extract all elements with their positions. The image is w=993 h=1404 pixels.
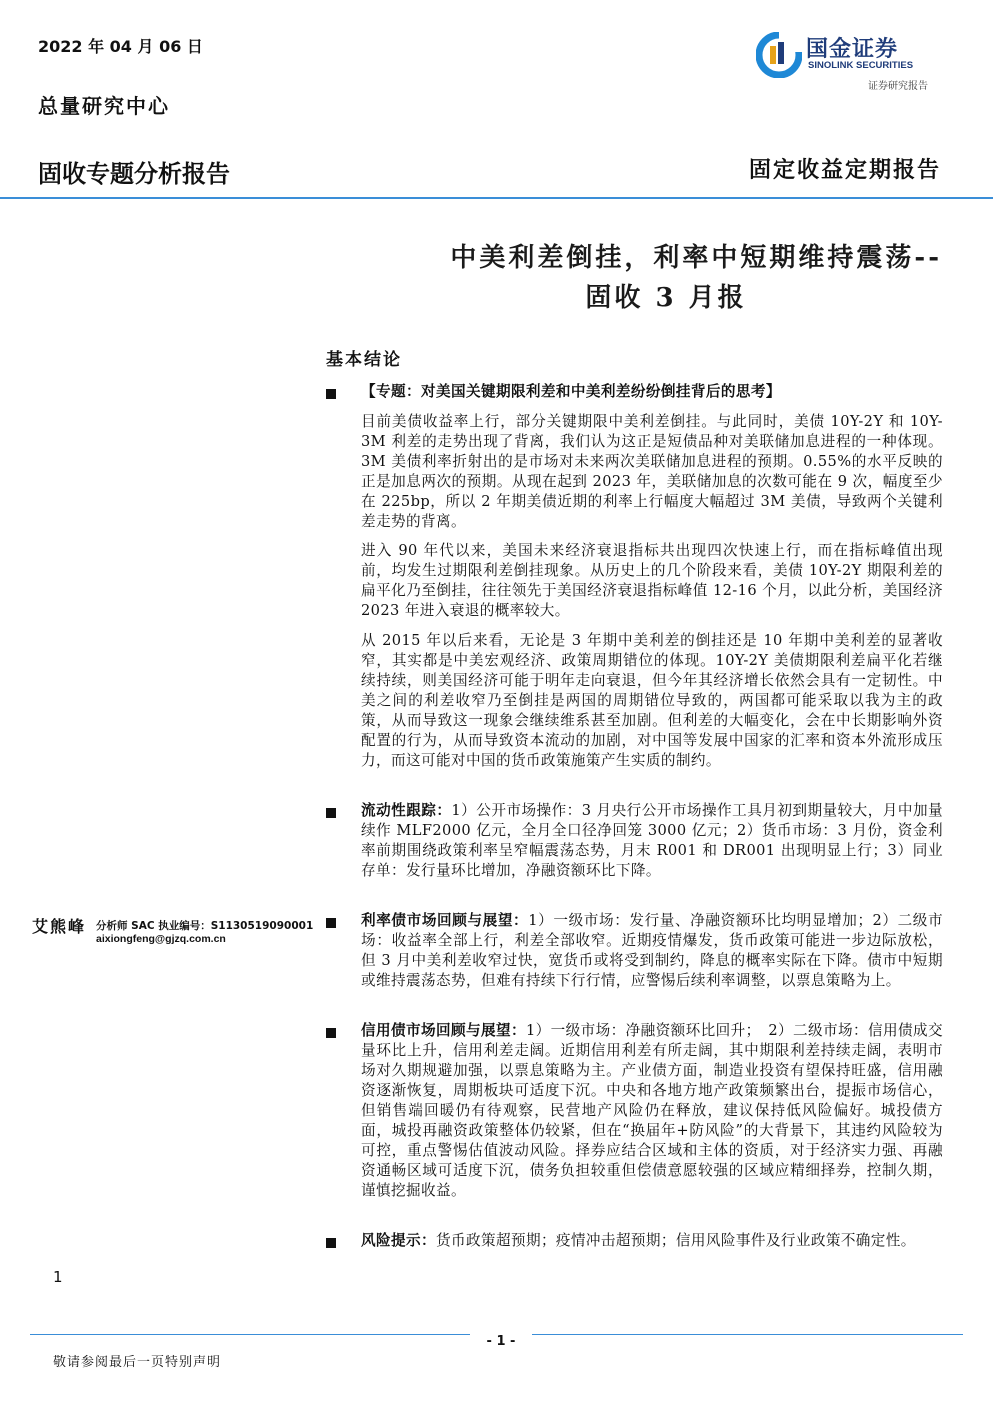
report-title	[330, 238, 942, 318]
bullet-icon	[326, 385, 338, 397]
block-text: 1）一级市场：发行量、净融资额环比均明显增加；2）二级市场：收益率全部上行，利差全部收窄。近期疫情爆发，货币政策可能进一步边际放松，但 3 月中美利差收窄过快，宽货币或将受到制约，降息的概率实际在下降。债市中短期或维持震荡态势，但难有持续下行行情，应警惕后续利率调整，以票息策略为上。	[361, 912, 943, 989]
section-heading: 基本结论	[326, 350, 402, 370]
report-category: 固定收益定期报告	[748, 157, 941, 183]
block-risk-warning	[361, 1231, 943, 1251]
paragraph-recession-indicator	[361, 541, 943, 621]
logo-mark-icon	[756, 32, 802, 78]
left-page-number: 1	[53, 1268, 63, 1286]
report-type: 固收专题分析报告	[38, 160, 230, 188]
paragraph-text: 进入 90 年代以来，美国未来经济衰退指标共出现四次快速上行，而在指标峰值出现前，均发生过期限利差倒挂现象。从历史上的几个阶段来看，美债 10Y-2Y 期限利差的扁平化乃至倒挂，往往领先于美国经济衰退指标峰值 12-16 个月，以此分析，美国经济 2023 年进入衰退的概率较大。	[361, 542, 943, 619]
author-cert: 分析师 SAC 执业编号：S1130519090001	[96, 920, 314, 932]
bullet-icon	[326, 914, 338, 926]
block-lead: 【专题：对美国关键期限利差和中美利差纷纷倒挂背后的思考】	[361, 383, 781, 400]
bullet-icon	[326, 1234, 338, 1246]
logo-subtitle: 证券研究报告	[868, 81, 928, 92]
footer-notice: 敬请参阅最后一页特别声明	[53, 1355, 222, 1370]
author-name: 艾熊峰	[32, 917, 87, 936]
department-name: 总量研究中心	[38, 94, 170, 118]
block-text: 货币政策超预期；疫情冲击超预期；信用风险事件及行业政策不确定性。	[435, 1232, 916, 1249]
block-topic-heading	[361, 382, 943, 402]
title-line-1: 中美利差倒挂，利率中短期维持震荡--	[450, 243, 942, 273]
block-text: 1）公开市场操作：3 月央行公开市场操作工具月初到期量较大，月中加量续作 MLF2000 亿元，全月全口径净回笼 3000 亿元；2）货币市场：3 月份，资金利率前期围绕政策利率呈窄幅震荡态势，月末 R001 和 DR001 出现明显上行；3）同业存单：发行量环比增加，净融资额环比下降。	[361, 802, 944, 879]
block-lead: 信用债市场回顾与展望：	[361, 1022, 526, 1039]
block-rate-bonds	[361, 911, 943, 991]
paragraph-sino-us-spread	[361, 631, 943, 771]
paragraph-text: 目前美债收益率上行，部分关键期限中美利差倒挂。与此同时，美债 10Y-2Y 和 10Y-3M 利差的走势出现了背离，我们认为这正是短债品种对美联储加息进程的一种体现。3M 美债利率折射出的是市场对未来两次美联储加息进程的预期。0.55%的水平反映的正是加息两次的预期。从现在起到 2023 年，美联储加息的次数可能在 9 次，幅度至少在 225bp，所以 2 年期美债近期的利率上行幅度大幅超过 3M 美债，导致两个关键利差走势的背离。	[361, 413, 943, 530]
block-text: 1）一级市场：净融资额环比回升； 2）二级市场：信用债成交量环比上升，信用利差走阔。近期信用利差有所走阔，其中期限利差持续走阔，表明市场对久期规避加强，以票息策略为主。产业债方面，制造业投资有望保持旺盛，信用融资逐渐恢复，周期板块可适度下沉。中央和各地方地产政策频繁出台，提振市场信心，但销售端回暖仍有待观察，民营地产风险仍在释放，建议保持低风险偏好。城投债方面，城投再融资政策整体仍较紧，但在“换届年+防风险”的大背景下，其违约风险较为可控，重点警惕估值波动风险。择券应结合区域和主体的资质，对于经济实力强、再融资通畅区域可适度下沉，债务负担较重但偿债意愿较强的区域应精细择券，控制久期，谨慎挖掘收益。	[361, 1022, 944, 1199]
paragraph-spread-divergence	[361, 412, 943, 532]
bullet-icon	[326, 1024, 338, 1036]
page-number: - 1 -	[470, 1334, 532, 1349]
block-lead: 风险提示：	[361, 1232, 436, 1249]
header-divider	[0, 197, 993, 199]
logo-chinese-name: 国金证券	[806, 37, 899, 62]
block-credit-bonds	[361, 1021, 943, 1201]
report-date: 2022 年 04 月 06 日	[38, 37, 203, 56]
author-email[interactable]: aixiongfeng@gjzq.com.cn	[96, 933, 226, 945]
title-line-2: 固收 3 月报	[585, 283, 747, 313]
bullet-icon	[326, 804, 338, 816]
block-lead: 流动性跟踪：	[361, 802, 452, 819]
block-lead: 利率债市场回顾与展望：	[361, 912, 529, 929]
block-liquidity	[361, 801, 943, 881]
paragraph-text: 从 2015 年以后来看，无论是 3 年期中美利差的倒挂还是 10 年期中美利差的显著收窄，其实都是中美宏观经济、政策周期错位的体现。10Y-2Y 美债期限利差扁平化若继续持续，则美国经济可能于明年走向衰退，但今年其经济增长依然会具有一定韧性。中美之间的利差收窄乃至倒挂是两国的周期错位导致的，两国都可能采取以我为主的政策，从而导致这一现象会继续维系甚至加剧。但利差的大幅变化，会在中长期影响外资配置的行为，从而导致资本流动的加剧，对中国等发展中国家的汇率和资本外流形成压力，而这可能对中国的货币政策施策产生实质的制约。	[361, 632, 943, 769]
logo-english-name: SINOLINK SECURITIES	[808, 60, 914, 71]
